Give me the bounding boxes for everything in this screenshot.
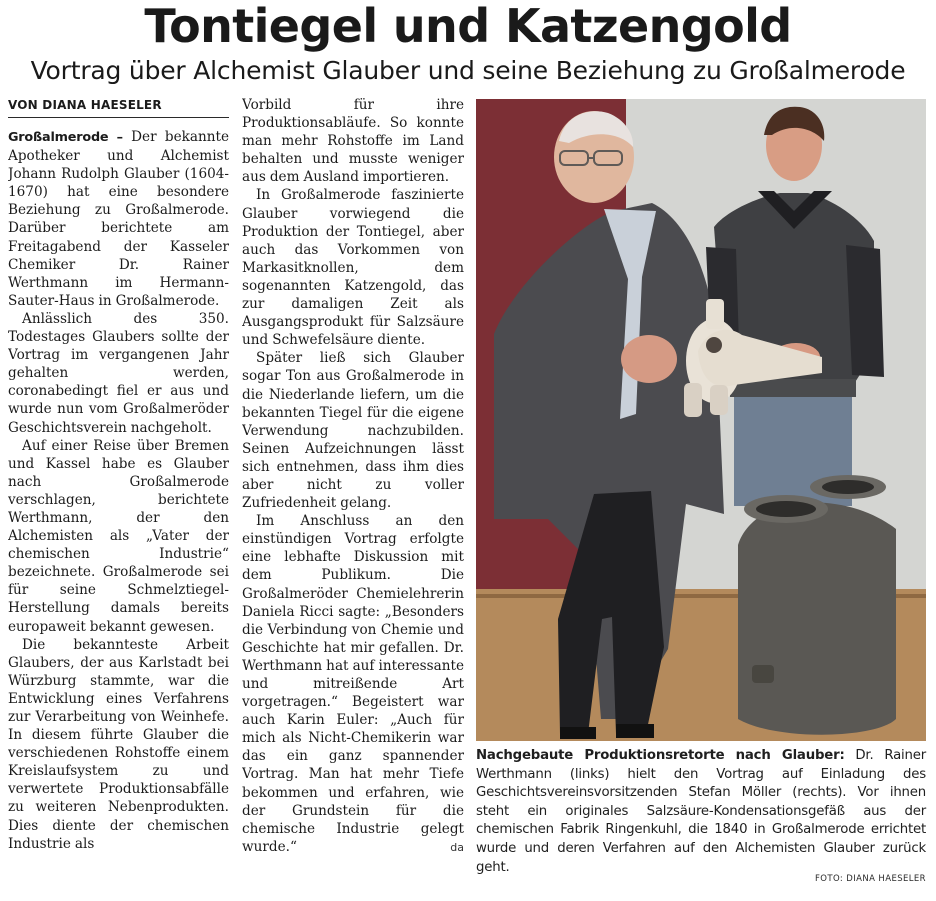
article-subheadline: Vortrag über Alchemist Glauber und seine Beziehung zu Großalmerode [30,56,906,85]
caption-text: Dr. Rainer Werthmann (links) hielt den Vortrag auf Einladung des Geschichtsvereinsvorsitzenden Stefan Möller (rechts). Vor ihnen steht ein originales Salzsäure-Kondensationsgefäß aus der chemischen Fabrik Ringenkuhl, die 1840 in Großalmerode errichtet wurde und deren Verfahren auf den Alchemisten Glauber zurück geht. [476,748,926,875]
article-paragraph-text: Der bekannte Apotheker und Alchemist Johann Rudolph Glauber (1604-1670) hat eine besondere Beziehung zu Großalmerode. Darüber berichtete am Freitagabend der Kasseler Chemiker Dr. Rainer Werthmann im Hermann-Sauter-Haus in Großalmerode. [8,129,229,309]
article-column-2 [242,96,464,896]
person-left-hand [621,335,677,383]
article-paragraph: Auf einer Reise über Bremen und Kassel habe es Glauber nach Großalmerode verschlagen, berichtete Werthmann, der den Alchemisten als „Vater der chemischen Industrie“ bezeichnete. Großalmerode sei für seine Schmelztiegel-Herstellung damals bereits europaweit bekannt gewesen. [8,437,229,635]
person-right-right-arm [846,245,884,377]
person-left-shoe [560,727,596,739]
photo-illustration [476,99,926,741]
article-paragraph: In Großalmerode faszinierte Glauber vorwiegend die Produktion der Tontiegel, aber auch das Vorkommen von Markasitknollen, dem sogenannten Katzengold, das zur damaligen Zeit als Ausgangsprodukt für Salzsäure und Schwefelsäure diente. [242,187,464,349]
author-signoff: da [450,840,464,854]
article-paragraph: Anlässlich des 350. Todestages Glaubers sollte der Vortrag im vergangenen Jahr gehalten werden, coronabedingt fiel er aus und wurde nun vom Großalmeröder Geschichtsverein nachgeholt. [8,310,229,436]
retort-foot [684,383,702,417]
article-column-1 [8,96,229,896]
retort-top-opening [706,299,724,329]
retort-spout-opening [706,337,722,353]
vessel-body [738,502,896,734]
person-left-shoe [616,724,654,738]
retort-foot [710,385,728,415]
vessel-second-opening [822,480,874,494]
article-paragraph: Später ließ sich Glauber sogar Ton aus Großalmerode in die Niederlande liefern, um die bekannten Tiegel für die eigene Verwendung nachzubilden. Seinen Aufzeichnungen lässt sich entnehmen, dass ihm dies aber nicht zu voller Zufriedenheit gelang. [242,350,464,512]
article-dateline: Großalmerode – [8,130,123,145]
article-paragraph [242,512,464,856]
caption-lead: Nachgebaute Produktionsretorte nach Glauber: [476,748,845,763]
article-byline: VON DIANA HAESELER [8,96,229,118]
article-paragraph: Vorbild für ihre Produktionsabläufe. So konnte man mehr Rohstoffe im Land behalten und musste weniger aus dem Ausland importieren. [242,97,464,186]
article-headline: Tontiegel und Katzengold [144,0,792,53]
vessel-tap [752,665,774,683]
photo-credit: FOTO: DIANA HAESELER [815,874,926,884]
photo-caption [476,747,926,877]
article-paragraph: Die bekannteste Arbeit Glaubers, der aus Karlstadt bei Würzburg stammte, war die Entwicklung eines Verfahrens zur Verarbeitung von Weinhefe. In diesem führte Glauber die verschiedenen Rohstoffe einem Kreislaufsystem zu und verwertete Produktionsabfälle zu weiteren Nebenprodukten. Dies diente der chemischen Industrie als [8,636,229,852]
article-paragraph [8,128,229,310]
article-photo [476,99,926,741]
vessel-opening [756,501,816,517]
article-paragraph-text: Im Anschluss an den einstündigen Vortrag erfolgte eine lebhafte Diskussion mit dem Publikum. Die Großalmeröder Chemielehrerin Daniela Ricci sagte: „Besonders die Verbindung von Chemie und Geschichte hat mir gefallen. Dr. Werthmann hat auf interessante und mitreißende Art vorgetragen.“ Begeistert war auch Karin Euler: „Auch für mich als Nicht-Chemikerin war das ein ganz spannender Vortrag. Man hat mehr Tiefe bekommen und erfahren, wie der Grundstein für die chemische Industrie gelegt wurde.“ [242,513,464,855]
